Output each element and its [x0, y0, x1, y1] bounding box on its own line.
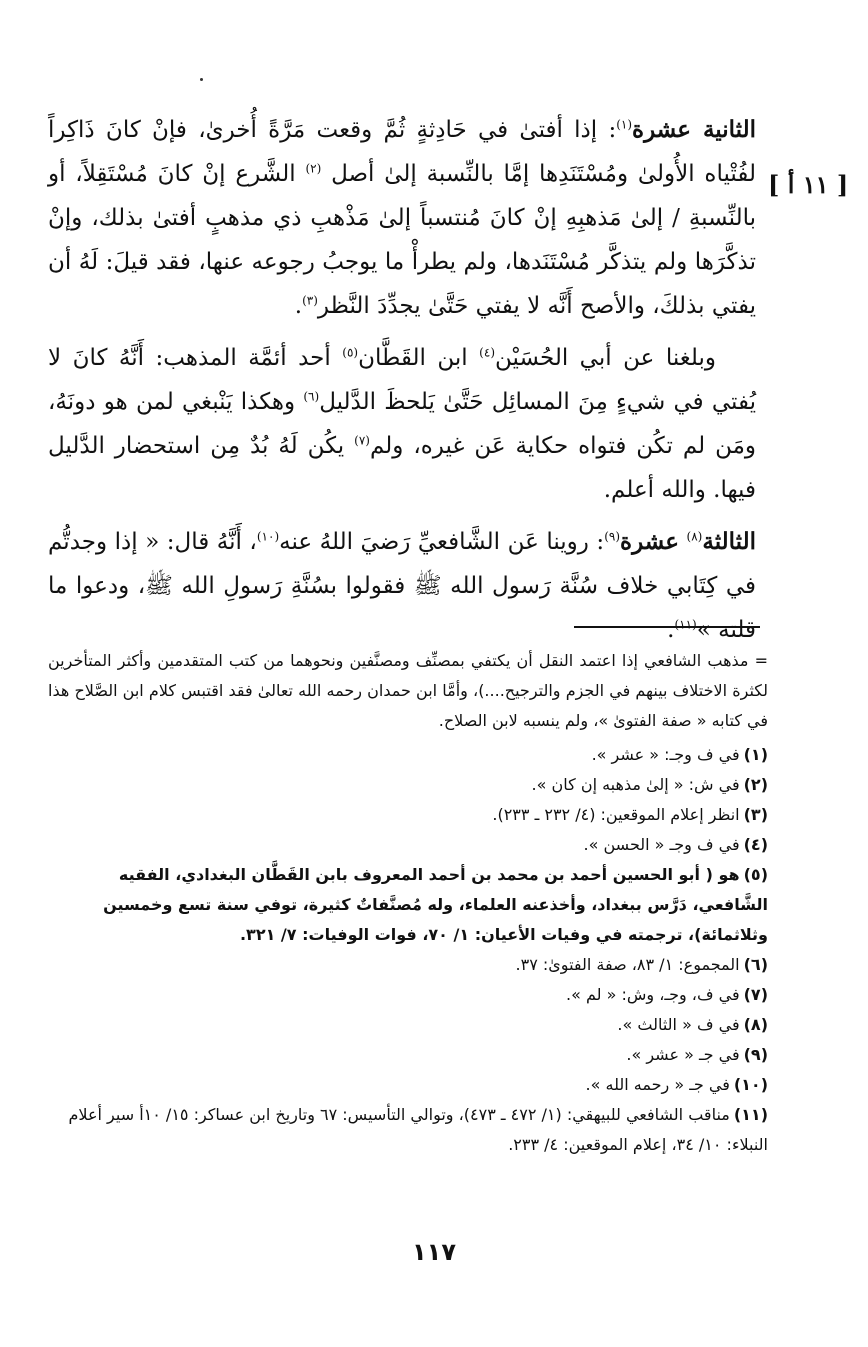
page-speck	[200, 78, 203, 81]
manuscript-folio-marker: [ ١١ أ ]	[768, 170, 849, 199]
paragraph-text: أحد أئمَّة المذهب: أَنَّهُ كانَ لا يُفتي في شيءٍ مِنَ المسائِل حَتَّىٰ يَلحظَ الدَّليل	[48, 345, 756, 415]
footnote-text: مناقب الشافعي للبيهقي: (١/ ٤٧٢ ـ ٤٧٣)، وتوالي التأسيس: ٦٧ وتاريخ ابن عساكر: ١٥/ ١٠أ سير أعلام النبلاء: ١٠/ ٣٤، إعلام الموقعين: ٤/ ٢٣٣.	[68, 1105, 768, 1154]
footnote-separator	[574, 626, 760, 628]
footnote-item	[48, 800, 768, 830]
footnote-number: (٤)	[743, 835, 768, 854]
footnote-number: (١٠)	[733, 1075, 768, 1094]
paragraph-text: : إذا أفتىٰ في حَادِثةٍ ثُمَّ وقعت مَرَّةً أُخرىٰ، فإنْ كانَ ذَاكِراً لفُتْياه الأُولىٰ ومُسْتَنَدِها إمَّا بالنِّسبة إلىٰ أصل	[48, 117, 757, 187]
footnote-item	[48, 1070, 768, 1100]
section-heading: الثانية عشرة	[632, 116, 756, 143]
paragraph-text: وبلغنا عن أبي الحُسَيْن	[495, 345, 716, 371]
section-heading: الثالثة	[702, 528, 756, 555]
main-text	[48, 108, 756, 660]
footnote-text: انظر إعلام الموقعين: (٤/ ٢٣٢ ـ ٢٣٣).	[492, 805, 740, 824]
footnote-text: في جـ « عشر ».	[626, 1045, 740, 1064]
footnote-ref: (١٠)	[256, 529, 280, 544]
footnote-text: في ش: « إلىٰ مذهبه إن كان ».	[531, 775, 740, 794]
footnote-ref: (٩)	[604, 529, 621, 544]
footnote-item	[48, 950, 768, 980]
page-number: ١١٧	[412, 1238, 456, 1266]
footnote-ref: (١)	[616, 117, 633, 132]
footnote-item	[48, 740, 768, 770]
paragraph-text: يكُن لَهُ بُدٌ مِن استحضار الدَّليل فيها. والله أعلم.	[48, 433, 756, 503]
paragraph-thirteenth	[48, 520, 756, 652]
footnote-item	[48, 860, 768, 950]
paragraph-twelfth	[48, 108, 756, 328]
footnote-ref: (٤)	[479, 345, 495, 360]
footnote-text: في جـ « رحمه الله ».	[585, 1075, 730, 1094]
footnote-ref: (٣)	[302, 293, 318, 308]
paragraph-ibn-qattan	[48, 336, 756, 512]
footnote-ref: (٨)	[686, 529, 703, 544]
footnote-number: (١١)	[733, 1105, 768, 1124]
footnote-ref: (٢)	[305, 161, 322, 176]
footnote-item	[48, 770, 768, 800]
footnote-number: (٩)	[743, 1045, 768, 1064]
footnote-item	[48, 1100, 768, 1160]
footnote-ref: (١١)	[674, 617, 697, 632]
paragraph-text: وهكذا يَنْبغي لمن هو دونَهُ، ومَن لم تكُن فتواه حكاية عَن غيره، ولم	[48, 389, 757, 459]
footnote-text: في ف، وجـ، وش: « لم ».	[566, 985, 740, 1004]
footnote-item	[48, 980, 768, 1010]
footnote-text: في ف وجـ: « عشر ».	[591, 745, 740, 764]
paragraph-text: الشَّرع إنْ كانَ مُسْتَقِلاً، أو بالنِّسبةِ / إلىٰ مَذهبِهِ إنْ كانَ مُنتسباً إلىٰ مَذْهبِ ذي مذهبٍ أفتىٰ بذلك، وإنْ تذكَّرَها ولم يتذكَّر مُسْتَنَدها، ولم يطرأْ ما يوجبُ رجوعه عنها، فقد قيلَ: لَهُ أن يفتي بذلكَ، والأصح أَنَّه لا يفتي حَتَّىٰ يجدِّدَ النَّظر	[48, 161, 756, 319]
footnote-number: (٦)	[743, 955, 768, 974]
footnote-continuation: = مذهب الشافعي إذا اعتمد النقل أن يكتفي بمصنِّف ومصنَّفين ونحوهما من كتب المتقدمين وأكثر المتأخرين لكثرة الاختلاف بينهم في الجزم والترجيح....)، وأمَّا ابن حمدان رحمه الله تعالىٰ فقد اقتبس كلام ابن الصَّلاح هذا في كتابه « صفة الفتوىٰ »، ولم ينسبه لابن الصلاح.	[48, 651, 768, 730]
footnote-number: (١)	[743, 745, 768, 764]
footnote-item	[48, 830, 768, 860]
footnote-number: (٢)	[743, 775, 768, 794]
footnote-text: في ف وجـ « الحسن ».	[583, 835, 740, 854]
paragraph-text: : روينا عَن الشَّافعيِّ رَضيَ اللهُ عنه	[279, 529, 605, 555]
person-name: ابن القَطَّان	[358, 345, 468, 371]
footnote-ref: (٥)	[342, 345, 359, 360]
footnote-number: (٨)	[743, 1015, 768, 1034]
footnote-text: المجموع: ١/ ٨٣، صفة الفتوىٰ: ٣٧.	[515, 955, 740, 974]
paragraph-text: .	[294, 293, 303, 319]
section-heading: عشرة	[620, 528, 679, 555]
footnote-item	[48, 1040, 768, 1070]
paragraph-text: ، أَنَّهُ قال: « إذا وجدتُّم في كِتَابي خلاف سُنَّة رَسول الله ﷺ فقولوا بسُنَّةِ رَسولِ الله ﷺ، ودعوا ما قلته »	[48, 529, 756, 643]
footnote-number: (٧)	[743, 985, 768, 1004]
footnote-number: (٥)	[743, 865, 768, 884]
paragraph-text: .	[667, 617, 675, 643]
footnote-number: (٣)	[743, 805, 768, 824]
footnote-text: في ف « الثالث ».	[617, 1015, 740, 1034]
footnote-ref: (٧)	[354, 433, 370, 448]
footnote-ref: (٦)	[303, 389, 320, 404]
footnote-list	[48, 740, 768, 1160]
footnotes	[48, 646, 768, 1160]
footnote-item	[48, 1010, 768, 1040]
footnote-text: هو ( أبو الحسين أحمد بن محمد بن أحمد المعروف بابن القَطَّان البغدادي، الفقيه الشَّافعي، دَرَّس ببغداد، وأخذعنه العلماء، وله مُصنَّفاتٌ كثيرة، توفي سنة تسع وخمسين وثلاثمائة)، ترجمته في وفيات الأعيان: ١/ ٧٠، فوات الوفيات: ٧/ ٣٢١.	[103, 865, 768, 944]
